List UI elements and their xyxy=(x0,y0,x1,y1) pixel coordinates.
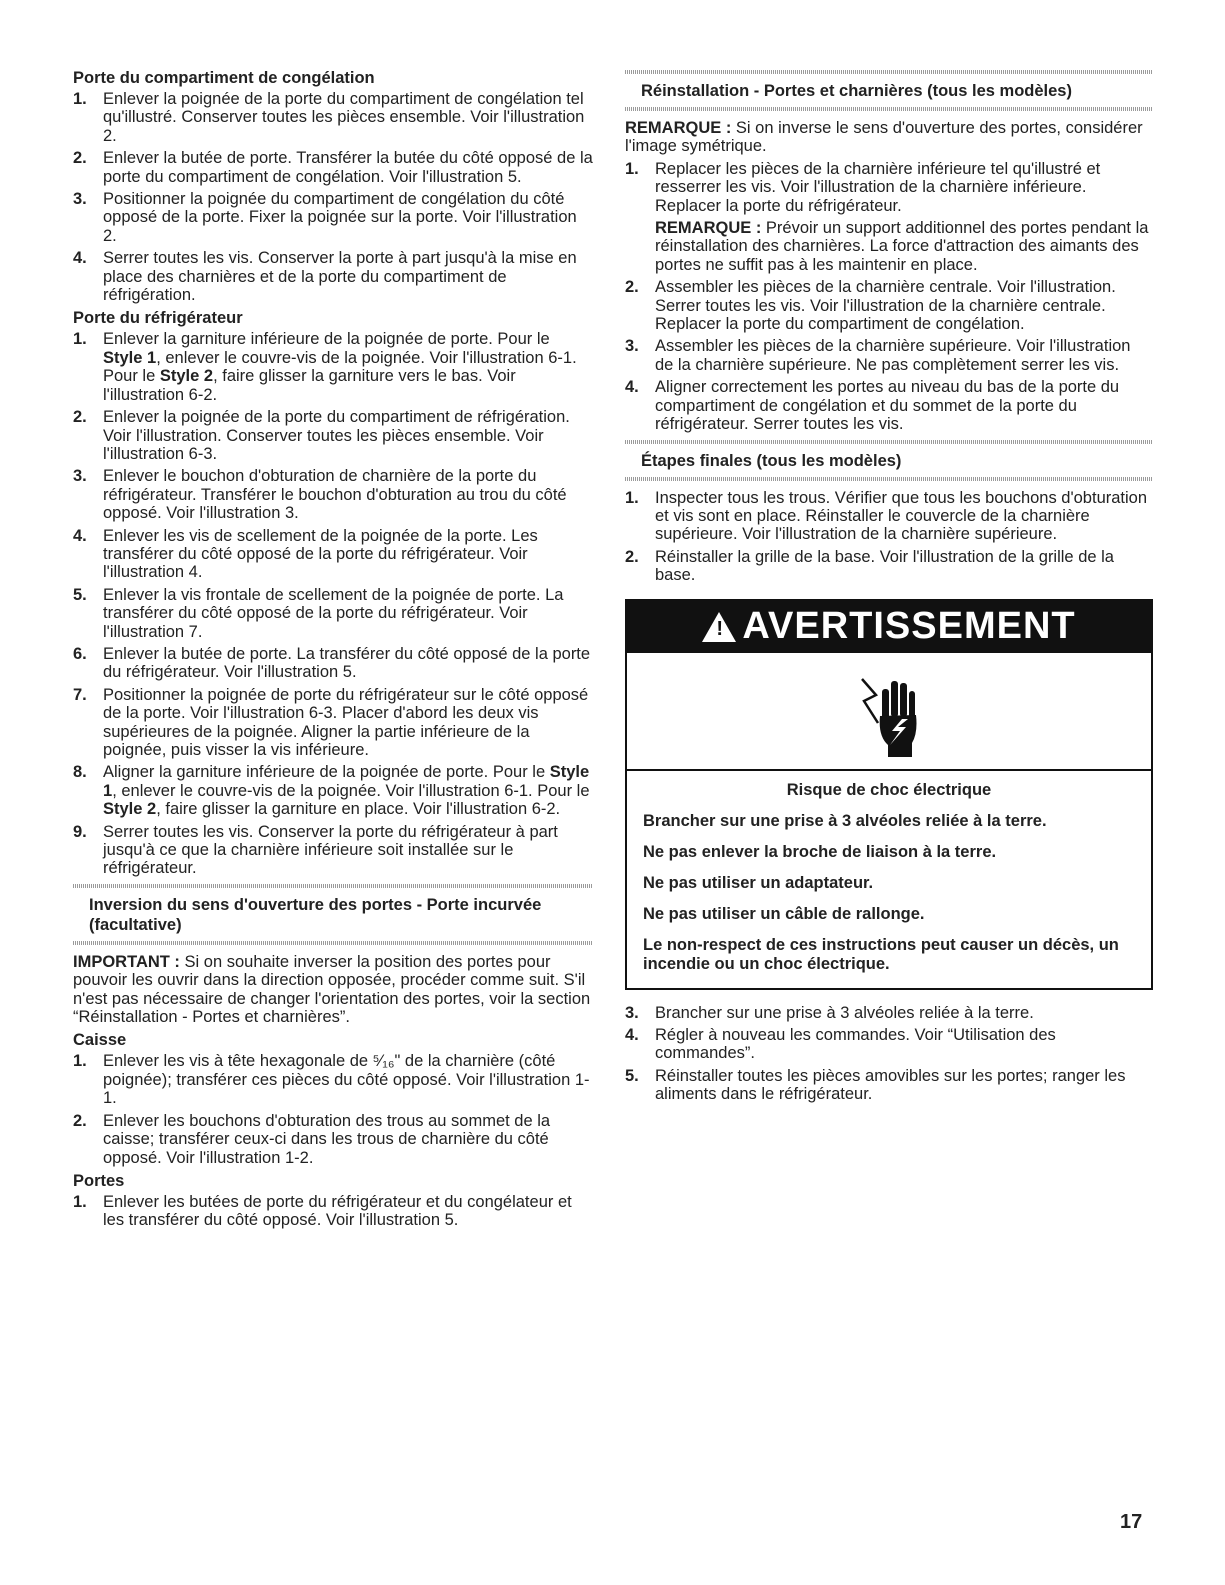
note-paragraph: REMARQUE : Si on inverse le sens d'ouverture des portes, considérer l'image symétrique. xyxy=(625,119,1143,156)
warning-box xyxy=(625,599,1153,990)
reinstall-heading: Réinstallation - Portes et charnières (tous les modèles) xyxy=(641,82,1072,100)
list-item: 3. Brancher sur une prise à 3 alvéoles reliée à la terre. xyxy=(625,1003,1034,1022)
warning-body xyxy=(627,771,1151,988)
freezer-door-heading: Porte du compartiment de congélation xyxy=(73,69,375,87)
list-item: 3. Enlever le bouchon d'obturation de charnière de la porte du réfrigérateur. Transférer le bouchon d'obturation au trou du côté opposé. Voir l'illustration 3. xyxy=(73,467,567,523)
warning-title: Risque de choc électrique xyxy=(786,780,992,799)
electric-shock-hand-icon xyxy=(854,661,924,761)
final-steps-list-continued xyxy=(625,1004,1153,1104)
list-item: 2. Enlever la butée de porte. Transférer la butée du côté opposé de la porte du compartiment de congélation. Voir l'illustration 5. xyxy=(73,149,593,186)
dotted-rule xyxy=(625,477,1153,481)
list-item: 4. Régler à nouveau les commandes. Voir “Utilisation des commandes”. xyxy=(625,1025,1056,1063)
important-paragraph: IMPORTANT : Si on souhaite inverser la position des portes pour pouvoir les ouvrir dans la direction opposée, procéder comme suit. S'il n'est pas nécessaire de changer l'orientation des portes, voir la section “Réinstallation - Portes et charnières”. xyxy=(73,952,591,1027)
dotted-rule xyxy=(73,941,593,945)
warning-consequence: Le non-respect de ces instructions peut causer un décès, un incendie ou un choc électrique. xyxy=(643,935,1119,973)
list-item: 1. Enlever la poignée de la porte du compartiment de congélation tel qu'illustré. Conserver toutes les pièces ensemble. Voir l'illustration 2. xyxy=(73,90,585,145)
list-item: 1. Replacer les pièces de la charnière inférieure tel qu'illustré et resserrer les vis. Voir l'illustration de la charnière inférieure. Replacer la porte du réfrigérateur. xyxy=(625,159,1101,215)
fridge-door-heading: Porte du réfrigérateur xyxy=(73,309,243,328)
reinstall-section-header xyxy=(625,70,1153,111)
list-item: 3. Positionner la poignée du compartiment de congélation du côté opposé de la porte. Fixer la poignée sur la porte. Voir l'illustration 2. xyxy=(73,190,577,245)
reinstall-list-continued xyxy=(625,278,1153,433)
right-column xyxy=(625,70,1153,1108)
doors-list xyxy=(73,1193,593,1230)
cabinet-heading: Caisse xyxy=(73,1031,127,1050)
list-item: 3. Assembler les pièces de la charnière supérieure. Voir l'illustration de la charnière supérieure. Ne pas complètement serrer les vis. xyxy=(625,337,1131,374)
warning-line: Ne pas utiliser un adaptateur. xyxy=(643,873,874,892)
list-item: 2. Enlever les bouchons d'obturation des trous au sommet de la caisse; transférer ceux-ci dans les trous de charnière du côté opposé. Voir l'illustration 1-2. xyxy=(73,1111,551,1167)
warning-header: ! AVERTISSEMENT xyxy=(627,601,1151,653)
left-column xyxy=(73,68,593,1234)
list-item: 5. Réinstaller toutes les pièces amovibles sur les portes; ranger les aliments dans le réfrigérateur. xyxy=(625,1066,1126,1104)
list-item: 1. Enlever les butées de porte du réfrigérateur et du congélateur et les transférer du côté opposé. Voir l'illustration 5. xyxy=(73,1192,572,1230)
list-item: 4. Serrer toutes les vis. Conserver la porte à part jusqu'à la mise en place des charnières et de la porte du compartiment de réfrigération. xyxy=(73,249,577,305)
list-item: 7. Positionner la poignée de porte du réfrigérateur sur le côté opposé de la porte. Voir l'illustration 6-3. Placer d'abord les deux vis supérieures de la poignée. Aligner la partie inférieure de la poignée, puis visser la vis inférieure. xyxy=(73,685,589,759)
list-item: 2. Assembler les pièces de la charnière centrale. Voir l'illustration. Serrer toutes les vis. Voir l'illustration de la charnière centrale. Replacer la porte du compartiment de congélation. xyxy=(625,278,1116,334)
warning-icon-row xyxy=(627,653,1151,771)
warning-line: Ne pas utiliser un câble de rallonge. xyxy=(643,904,925,923)
fridge-door-list xyxy=(73,330,593,877)
reinstall-list xyxy=(625,160,1153,215)
final-steps-section-header xyxy=(625,440,1153,481)
curved-door-section-header xyxy=(73,884,593,945)
freezer-door-list xyxy=(73,90,593,304)
list-item: 4. Aligner correctement les portes au niveau du bas de la porte du compartiment de congélation et du sommet de la porte du réfrigérateur. Serrer toutes les vis. xyxy=(625,378,1120,434)
list-item: 8. Aligner la garniture inférieure de la poignée de porte. Pour le Style 1, enlever le couvre-vis de la poignée. Voir l'illustration 6-1. Pour le Style 2, faire glisser la garniture en place. Voir l'illustration 6-2. xyxy=(73,763,590,819)
list-item: 9. Serrer toutes les vis. Conserver la porte du réfrigérateur à part jusqu'à ce que la charnière inférieure soit installée sur le réfrigérateur. xyxy=(73,822,558,878)
warning-line: Ne pas enlever la broche de liaison à la terre. xyxy=(643,842,997,861)
warning-triangle-icon: ! xyxy=(702,612,736,642)
list-item: 6. Enlever la butée de porte. La transférer du côté opposé de la porte du réfrigérateur. Voir l'illustration 5. xyxy=(73,644,591,682)
doors-heading: Portes xyxy=(73,1171,125,1190)
final-steps-heading: Étapes finales (tous les modèles) xyxy=(641,451,902,470)
list-item: 5. Enlever la vis frontale de scellement de la poignée de porte. La transférer du côté opposé de la porte du réfrigérateur. Voir l'illustration 7. xyxy=(73,585,564,641)
list-item: 4. Enlever les vis de scellement de la poignée de la porte. Les transférer du côté opposé de la porte du réfrigérateur. Voir l'illustration 4. xyxy=(73,526,538,582)
curved-door-heading: Inversion du sens d'ouverture des portes - Porte incurvée (facultative) xyxy=(89,895,542,934)
cabinet-list xyxy=(73,1052,593,1166)
list-item: 1. Inspecter tous les trous. Vérifier que tous les bouchons d'obturation et vis sont en place. Réinstaller le couvercle de la charnière supérieure. Voir l'illustration de la charnière supérieure. xyxy=(625,488,1148,544)
list-item: 2. Réinstaller la grille de la base. Voir l'illustration de la grille de la base. xyxy=(625,547,1114,585)
list-item: 1. Enlever les vis à tête hexagonale de ⁵⁄₁₆" de la charnière (côté poignée); transférer ces pièces du côté opposé. Voir l'illustration 1-1. xyxy=(73,1052,590,1108)
final-steps-list xyxy=(625,489,1153,585)
page-number: 17 xyxy=(1120,1511,1143,1533)
list-item: 2. Enlever la poignée de la porte du compartiment de réfrigération. Voir l'illustration. Conserver toutes les pièces ensemble. Voir l'illustration 6-3. xyxy=(73,408,570,463)
list-item: 1. Enlever la garniture inférieure de la poignée de porte. Pour le Style 1, enlever le couvre-vis de la poignée. Voir l'illustration 6-1. Pour le Style 2, faire glisser la garniture vers le bas. Voir l'illustration 6-2. xyxy=(73,330,577,404)
note-paragraph-2: REMARQUE : Prévoir un support additionnel des portes pendant la réinstallation des charnières. La force d'attraction des aimants des portes ne suffit pas à les maintenir en place. xyxy=(655,219,1149,274)
warning-line: Brancher sur une prise à 3 alvéoles reliée à la terre. xyxy=(643,811,1047,830)
dotted-rule xyxy=(625,107,1153,111)
